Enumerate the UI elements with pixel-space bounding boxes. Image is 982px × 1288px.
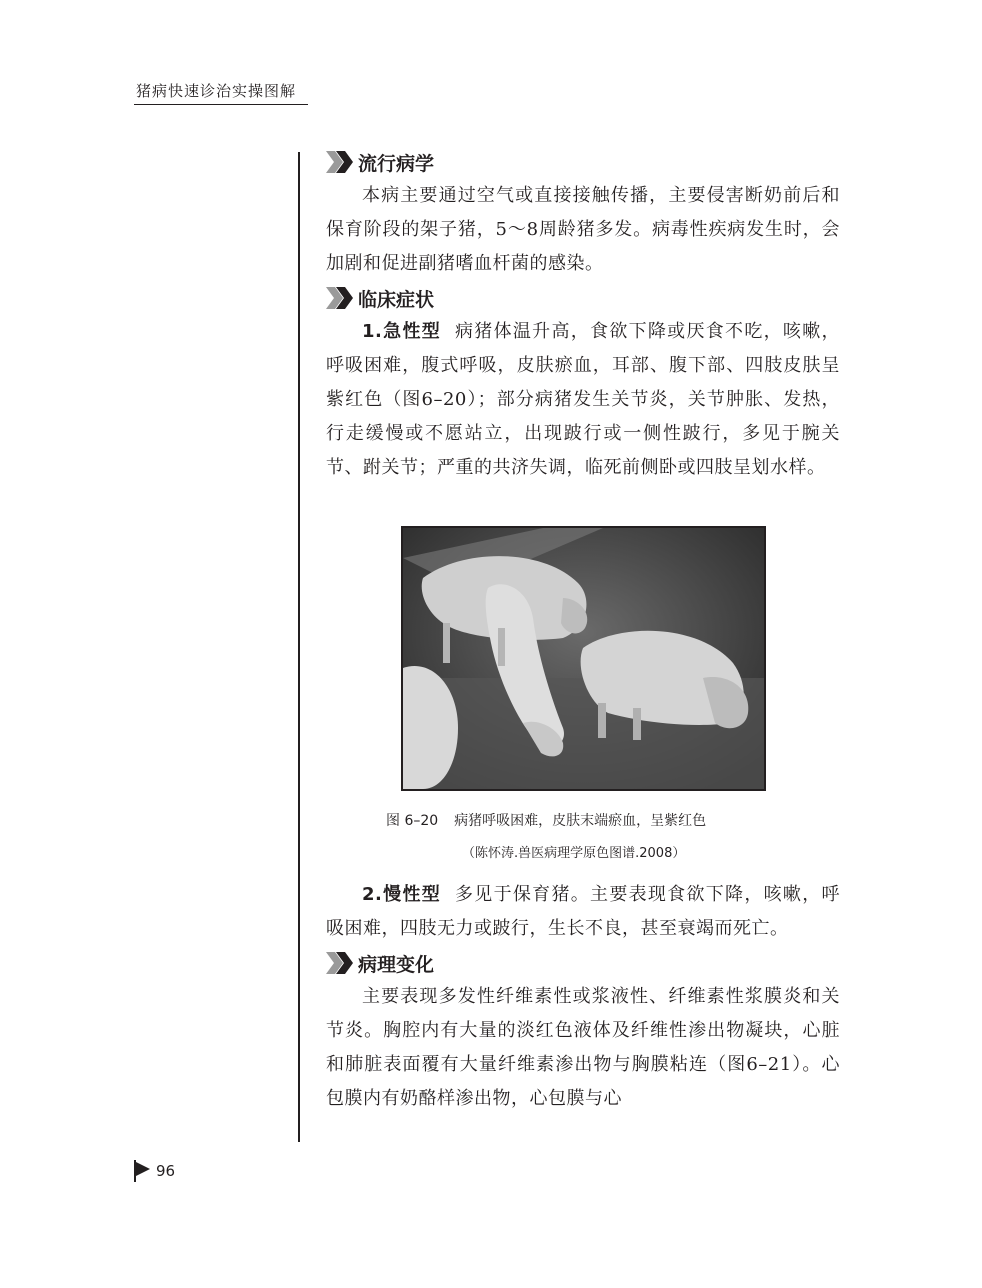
section-heading-symptoms: [326, 281, 840, 315]
section-heading-label: 临床症状: [358, 288, 435, 311]
chronic-type-text: 多见于保育猪。主要表现食欲下降，咳嗽，呼吸困难，四肢无力或跛行，生长不良，甚至衰竭而死亡。: [326, 884, 840, 939]
running-head-rule: [134, 104, 308, 105]
section-heading-pathology: [326, 946, 840, 980]
acute-type-label: 1.急性型: [362, 321, 442, 342]
section-heading-label: 流行病学: [358, 152, 435, 175]
triangle-marker-icon: [134, 1160, 150, 1182]
double-chevron-icon: [326, 151, 354, 173]
content-top: [326, 145, 840, 485]
page-number-block: [134, 1160, 175, 1182]
running-head: 猪病快速诊治实操图解: [136, 82, 297, 100]
chronic-type-label: 2.慢性型: [362, 884, 442, 905]
acute-type-text: 病猪体温升高，食欲下降或厌食不吃，咳嗽，呼吸困难，腹式呼吸，皮肤瘀血，耳部、腹下部、四肢皮肤呈紫红色（图6–20）；部分病猪发生关节炎，关节肿胀、发热，行走缓慢或不愿站立，出现跛行或一侧性跛行，多见于腕关节、跗关节；严重的共济失调，临死前侧卧或四肢呈划水样。: [326, 321, 840, 478]
paragraph-pathology: 主要表现多发性纤维素性或浆液性、纤维素性浆膜炎和关节炎。胸腔内有大量的淡红色液体及纤维性渗出物凝块，心脏和肺脏表面覆有大量纤维素渗出物与胸膜粘连（图6–21）。心包膜内有奶酪样渗出物，心包膜与心: [326, 986, 840, 1109]
pig-photo-illustration: [403, 528, 764, 789]
paragraph-acute: [326, 315, 840, 485]
section-heading-epidemiology: [326, 145, 840, 179]
figure-number: 图 6–20: [386, 813, 439, 829]
page-number: 96: [156, 1162, 176, 1180]
section-heading-label: 病理变化: [358, 953, 435, 976]
margin-rule: [298, 152, 300, 1142]
paragraph-epidemiology: 本病主要通过空气或直接接触传播，主要侵害断奶前后和保育阶段的架子猪，5～8周龄猪多发。病毒性疾病发生时，会加剧和促进副猪嗜血杆菌的感染。: [326, 185, 840, 274]
figure-caption-text: 病猪呼吸困难，皮肤末端瘀血，呈紫红色: [454, 813, 707, 829]
double-chevron-icon: [326, 952, 354, 974]
content-bottom: [326, 878, 840, 1116]
figure-photo-pigs: [401, 526, 766, 791]
figure-caption: [386, 810, 806, 830]
figure-source: （陈怀涛.兽医病理学原色图谱.2008）: [462, 846, 686, 861]
double-chevron-icon: [326, 287, 354, 309]
paragraph-chronic: [326, 878, 840, 946]
